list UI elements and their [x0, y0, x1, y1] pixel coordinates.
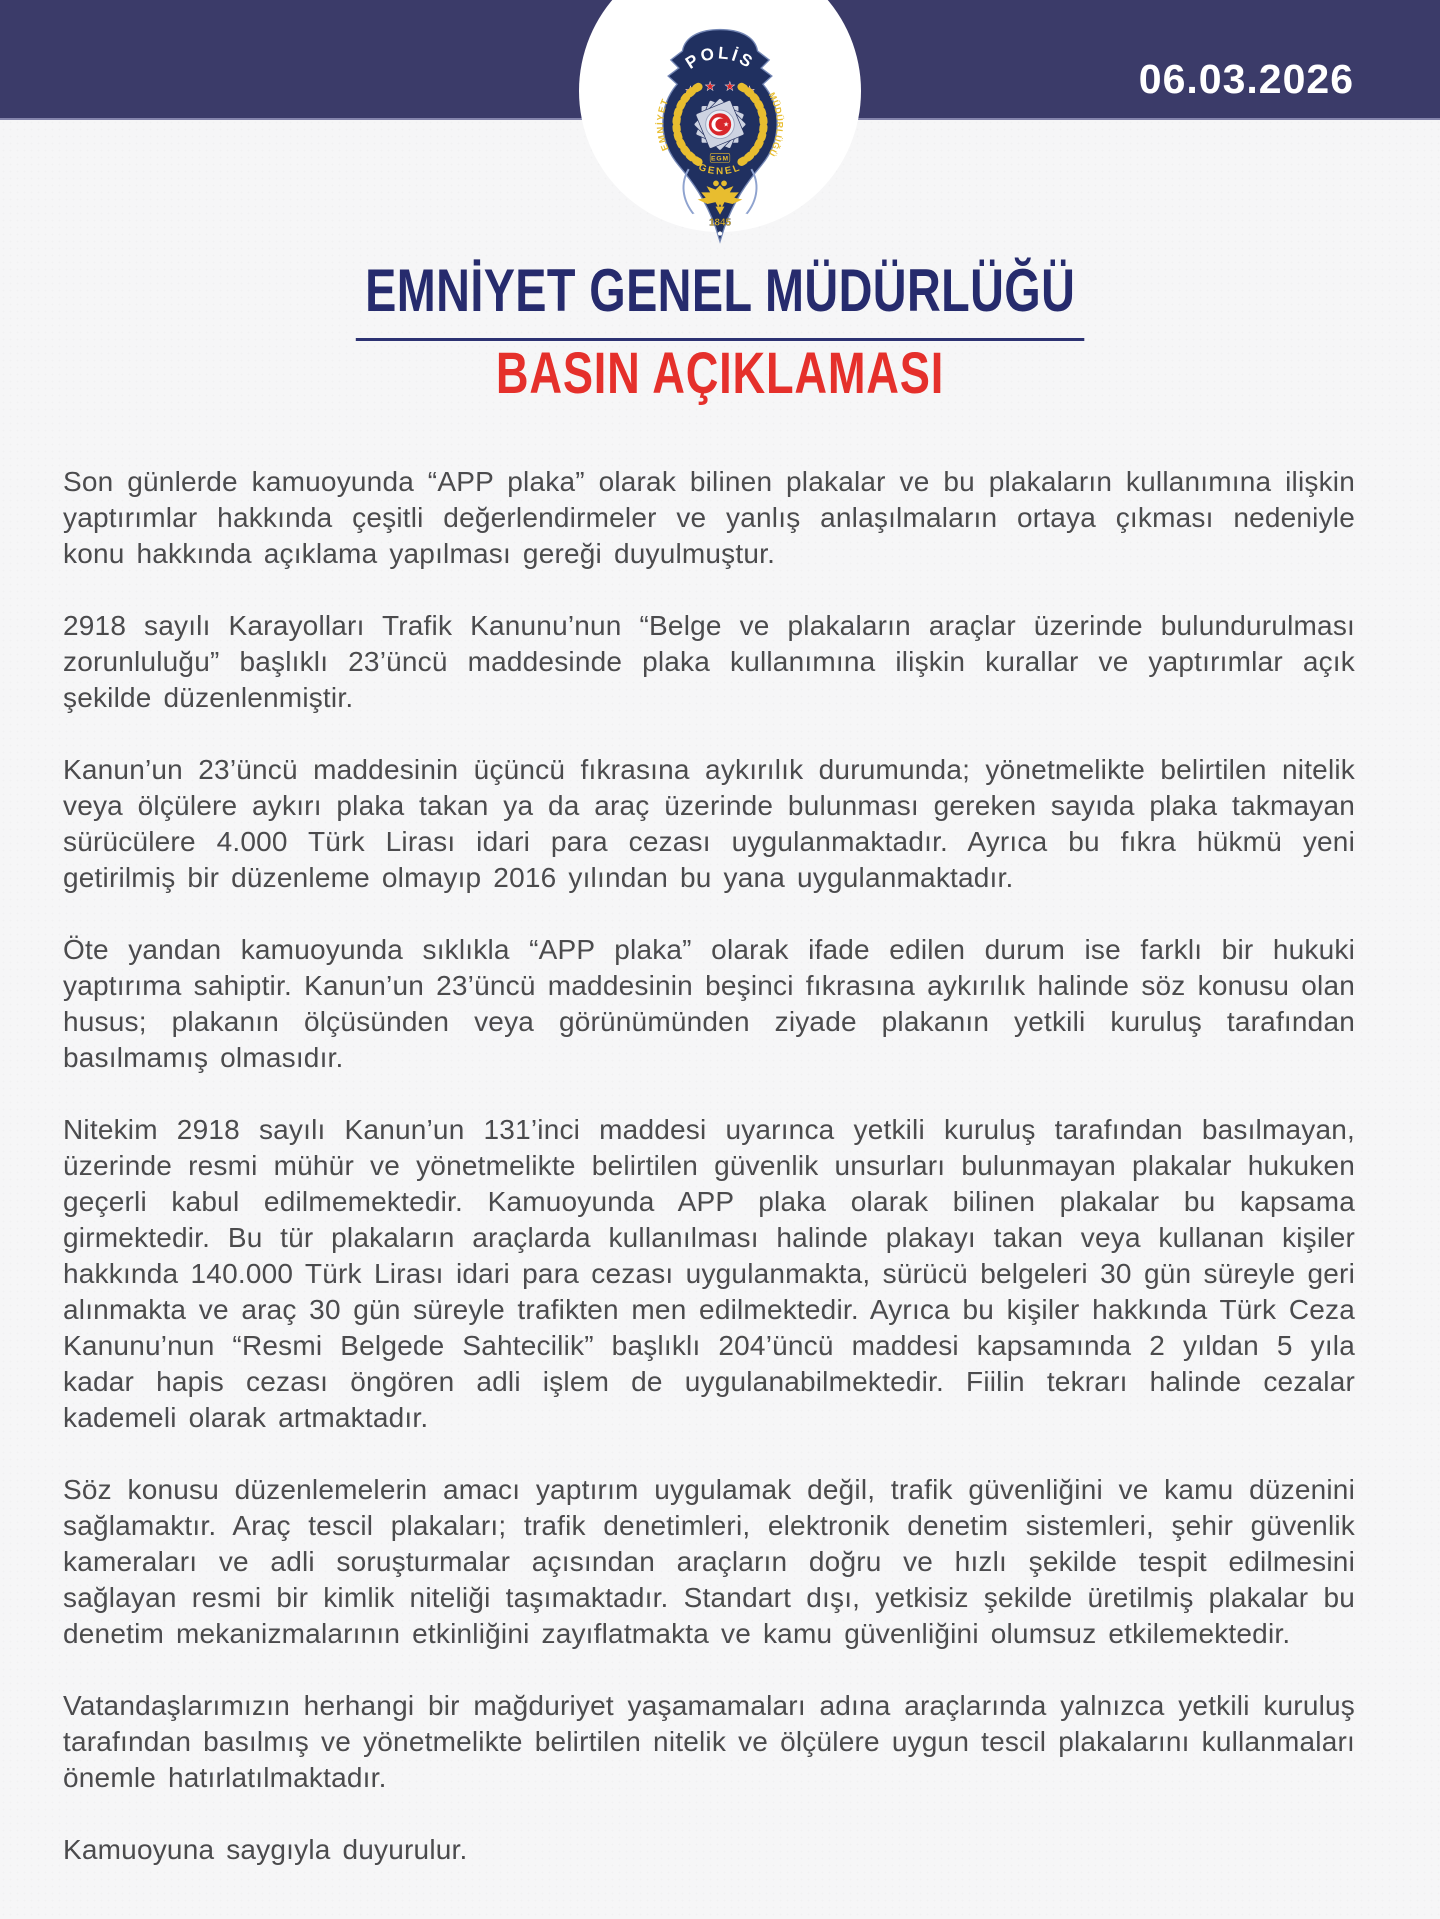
star-icon: ★: [724, 79, 736, 94]
police-starburst: [693, 98, 746, 151]
page-subtitle: BASIN AÇIKLAMASI: [495, 341, 945, 406]
paragraph-2: 2918 sayılı Karayolları Trafik Kanunu’nun “Belge ve plakaların araçlar üzerinde bulundurulması zorunluluğu” başlıklı 23’üncü maddesinde plaka kullanımına ilişkin kurallar ve yaptırımlar açık şekilde düzenlenmiştir.: [63, 610, 1355, 713]
title-row: [0, 256, 1440, 341]
polis-arc-text: POLİS: [682, 43, 758, 73]
egm-abbreviation: EGM: [711, 155, 729, 163]
founding-year: 1845: [709, 217, 731, 229]
star-icon: ★: [684, 83, 697, 98]
paragraph-5: Nitekim 2918 sayılı Kanun’un 131’inci maddesi uyarınca yetkili kuruluş tarafından basılmayan, üzerinde resmi mühür ve yönetmelikte belirtilen güvenlik unsurları bulunmayan plakalar hukuken geçerli kabul edilmemektedir. Kamuoyunda APP plaka olarak bilinen plakalar bu kapsama girmektedir. Bu tür plakaların araçlarda kullanılması halinde plakayı takan veya kullanan kişiler hakkında 140.000 Türk Lirası idari para cezası uygulanmakta, sürücü belgeleri 30 gün süreyle geri alınmakta ve araç 30 gün süreyle trafikten men edilmektedir. Ayrıca bu kişiler hakkında Türk Ceza Kanunu’nun “Resmi Belgede Sahtecilik” başlıklı 204’üncü maddesi kapsamında 2 yıldan 5 yıla kadar hapis cezası öngören adli işlem de uygulanabilmektedir. Fiilin tekrarı halinde cezalar kademeli olarak artmaktadır.: [63, 1114, 1355, 1433]
svg-text:★: ★: [723, 121, 730, 129]
flourish-dot: [744, 214, 748, 218]
ring-text-emniyet: EMNİYET: [655, 96, 671, 153]
paragraph-8: Kamuoyuna saygıyla duyurulur.: [63, 1834, 468, 1865]
page-title: EMNİYET GENEL MÜDÜRLÜĞÜ: [356, 256, 1085, 341]
star-icon: ★: [704, 79, 716, 94]
badge-tip: [718, 231, 722, 235]
star-icon: ★: [743, 83, 756, 98]
paragraph-1: Son günlerde kamuoyunda “APP plaka” olarak bilinen plakalar ve bu plakaların kullanımına ilişkin yaptırımlar hakkında çeşitli değerlendirmeler ve yanlış anlaşılmaların ortaya çıkması nedeniyle konu hakkında açıklama yapılması gereği duyulmuştur.: [63, 466, 1355, 569]
paragraph-6: Söz konusu düzenlemelerin amacı yaptırım uygulamak değil, trafik güvenliğini ve kamu düzenini sağlamaktır. Araç tescil plakaları; trafik denetimleri, elektronik denetim sistemleri, şehir güvenlik kameraları ve adli soruşturmalar açısından araçların doğru ve hızlı şekilde tespit edilmesini sağlayan resmi bir kimlik niteliği taşımaktadır. Standart dışı, yetkisiz şekilde üretilmiş plakalar bu denetim mekanizmalarının etkinliğini zayıflatmakta ve kamu güvenliğini olumsuz etkilemektedir.: [63, 1474, 1355, 1649]
flourish-dot: [692, 214, 696, 218]
paragraph-7: Vatandaşlarımızın herhangi bir mağduriyet yaşamamaları adına araçlarında yalnızca yetkili kuruluş tarafından basılmış ve yönetmelikte belirtilen nitelik ve ölçülere uygun tescil plakalarını kullanmaları önemle hatırlatılmaktadır.: [63, 1690, 1355, 1793]
police-emblem: [644, 24, 796, 248]
ring-text-genel: GENEL: [696, 161, 744, 178]
crescent-star-icon: [709, 113, 731, 135]
ring-text-mudurlugu: MÜDÜRLÜĞÜ: [766, 90, 785, 159]
header-date: 06.03.2026: [1138, 56, 1354, 102]
paragraph-3: Kanun’un 23’üncü maddesinin üçüncü fıkrasına aykırılık durumunda; yönetmelikte belirtilen nitelik veya ölçülere aykırı plaka takan ya da araç üzerinde bulunması gereken sayıda plaka takmayan sürücülere 4.000 Türk Lirası idari para cezası uygulanmaktadır. Ayrıca bu fıkra hükmü yeni getirilmiş bir düzenleme olmayıp 2016 yılından bu yana uygulanmaktadır.: [63, 754, 1355, 893]
paragraph-4: Öte yandan kamuoyunda sıklıkla “APP plaka” olarak ifade edilen durum ise farklı bir hukuki yaptırıma sahiptir. Kanun’un 23’üncü maddesinin beşinci fıkrasına aykırılık halinde söz konusu olan husus; plakanın ölçüsünden veya görünümünden ziyade plakanın yetkili kuruluş tarafından basılmamış olmasıdır.: [63, 934, 1355, 1073]
press-release-body: [63, 464, 1355, 1868]
